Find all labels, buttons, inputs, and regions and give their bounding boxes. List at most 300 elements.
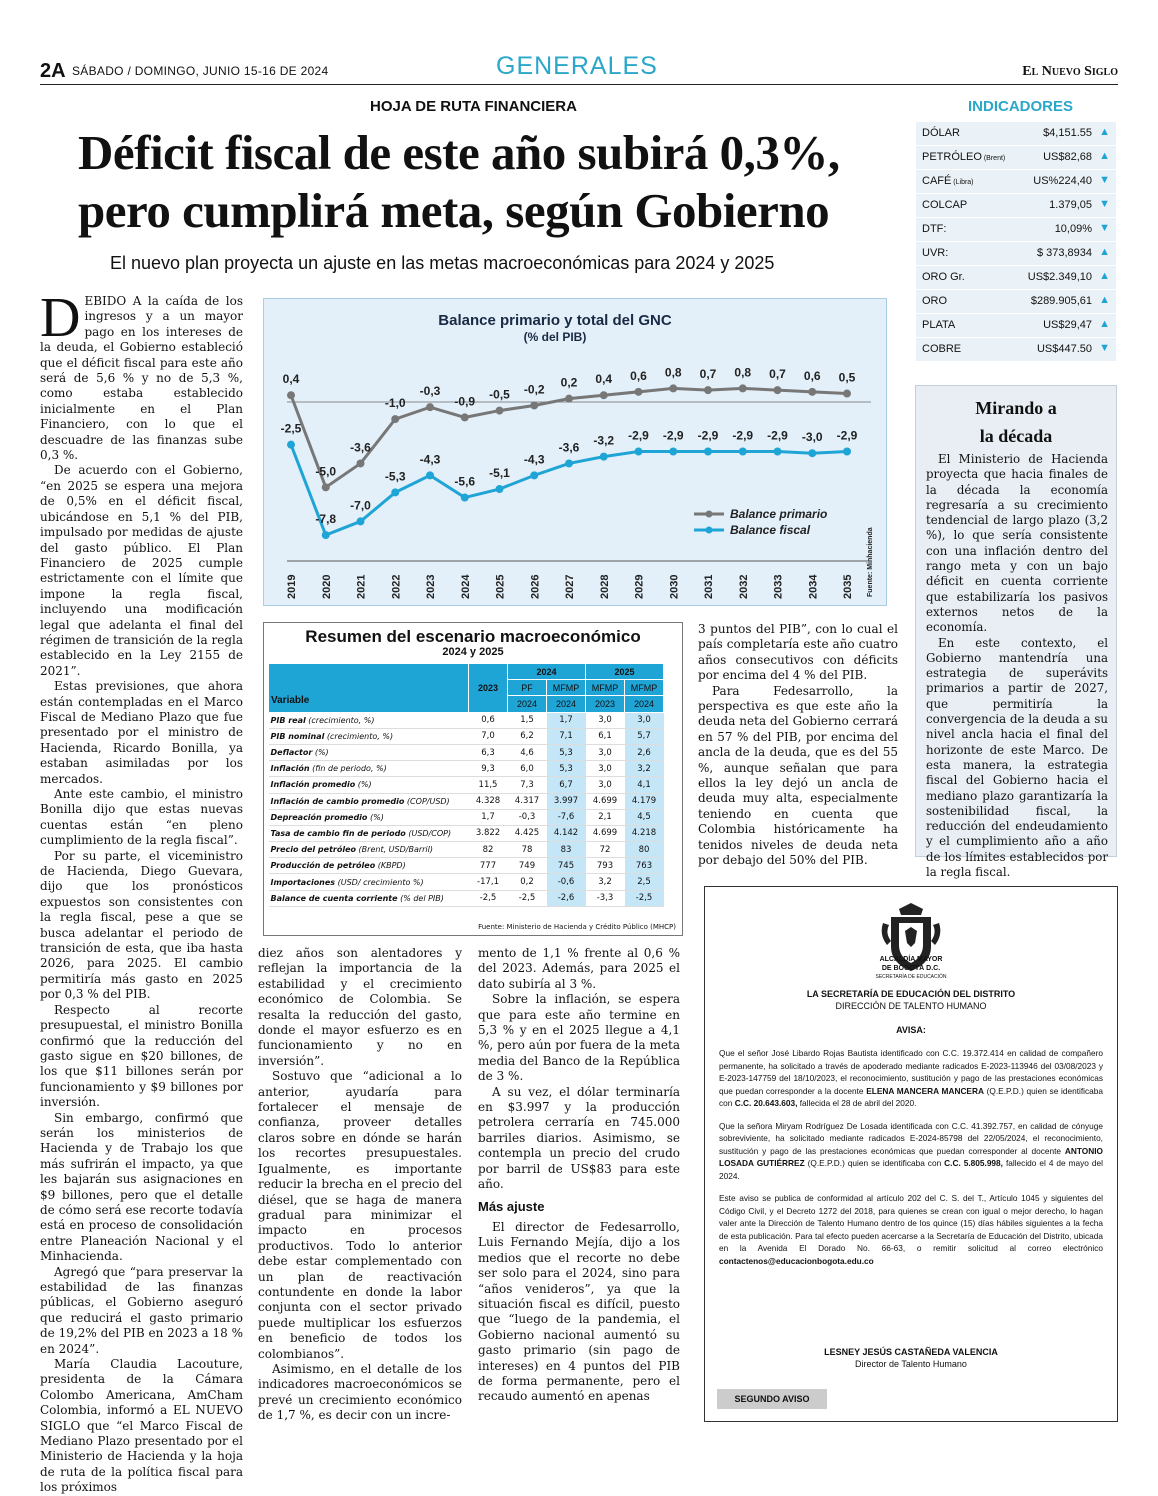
notice-paragraph-1 [719, 1047, 1103, 1110]
notice-text: (Q.E.P.D.) quien se identificaba con [719, 1085, 1103, 1108]
macro-value-cell: 4.317 [508, 793, 547, 809]
notice-body [719, 1047, 1103, 1277]
macro-variable-cell [269, 825, 469, 841]
data-point [322, 531, 330, 539]
data-point [843, 390, 851, 398]
macro-value-cell: 0,6 [469, 712, 508, 728]
macro-table [268, 663, 664, 907]
data-point [669, 384, 677, 392]
indicator-name: ORO Gr. [922, 271, 965, 283]
series-line-primario [291, 388, 847, 487]
macro-value-cell: 4,5 [625, 809, 664, 825]
arrow-down-icon: ▼ [1099, 198, 1110, 210]
decade-paragraph: En este contexto, el Gobierno mantendría una estrategia de superávits primarios a partir de 2027, que permitiría la convergencia de la deuda a su nivel ancla hacia el final del horizonte de este Marco. De esta manera, la estrategia fiscal del Gobierno hacia el mediano plazo garantizaría la sostenibilidad fiscal, la reducción del endeudamiento y el cumplimiento año a año de los límites establecidos por la regla fiscal. [926, 635, 1108, 880]
macro-value-cell: 4,1 [625, 777, 664, 793]
notice-dept: DIRECCIÓN DE TALENTO HUMANO [835, 1001, 987, 1011]
notice-email: contactenos@educacionbogota.edu.co [719, 1255, 874, 1266]
indicator-note: (Brent) [981, 155, 1006, 162]
macro-value-cell: 7,3 [508, 777, 547, 793]
x-tick-label: 2024 [459, 574, 472, 599]
macro-table-title: Resumen del escenario macroeconómico [305, 627, 641, 646]
data-label-primario: 0,6 [803, 368, 821, 383]
crest-line-1: ALCALDÍA MAYOR [879, 956, 943, 963]
notice-paragraph-2 [719, 1120, 1103, 1183]
macro-value-cell: 0,2 [508, 874, 547, 890]
data-label-primario: 0,8 [664, 365, 682, 380]
data-label-primario: 0,7 [769, 367, 786, 382]
macro-variable-cell [269, 890, 469, 906]
data-point [669, 448, 677, 456]
indicator-value: US%224,40 [1033, 175, 1092, 187]
macro-value-cell: 6,3 [469, 744, 508, 760]
macro-value-cell: 3.822 [469, 825, 508, 841]
macro-value-cell: -0,3 [508, 809, 547, 825]
article-paragraph: Estas previsiones, que ahora están contempladas en el Marco Fiscal de Mediano Plazo que fue presentado por el ministro de Hacienda, Ricardo Bonilla, ya estaban asimiladas por los mercados. [40, 679, 243, 786]
legal-notice [704, 886, 1118, 1422]
col-header-mfmp-3: MFMP [625, 680, 664, 696]
data-point [774, 448, 782, 456]
macro-variable-cell [269, 809, 469, 825]
arrow-down-icon: ▼ [1099, 174, 1110, 186]
data-point [496, 407, 504, 415]
indicator-value: 10,09% [1054, 223, 1092, 235]
macro-variable-unit: (KBPD) [375, 861, 406, 871]
chart-subtitle: (% del PIB) [523, 330, 587, 344]
notice-name: ANTONIO LOSADA GUTIÉRREZ [719, 1145, 1103, 1168]
data-point [808, 449, 816, 457]
data-point [287, 441, 295, 449]
indicator-value: US$82,68 [1043, 151, 1092, 163]
macro-value-cell: 1,7 [469, 809, 508, 825]
data-point [600, 453, 608, 461]
data-label-fiscal: -4,3 [419, 452, 441, 467]
article-kicker: HOJA DE RUTA FINANCIERA [370, 98, 577, 115]
decade-box [915, 385, 1117, 880]
macro-value-cell: 793 [586, 858, 625, 874]
data-label-primario: 0,5 [838, 370, 856, 385]
macro-value-cell: 3,0 [586, 744, 625, 760]
macro-value-cell: 72 [586, 842, 625, 858]
group-header-2024: 2024 [508, 664, 586, 680]
indicator-row [916, 242, 1116, 266]
dateline: SÁBADO / DOMINGO, JUNIO 15-16 DE 2024 [72, 64, 329, 78]
data-label-fiscal: -5,1 [489, 466, 510, 481]
indicator-name: ORO [922, 295, 948, 307]
article-paragraph: Respecto al recorte presupuestal, el ministro Bonilla confirmó que la reducción del gasto sigue en $20 billones, de los que $11 billones serán por funcionamiento y $9 billones por inversión. [40, 1002, 243, 1110]
chart-title: Balance primario y total del GNC [438, 312, 672, 329]
macro-value-cell: 11,5 [469, 777, 508, 793]
indicator-value: US$447.50 [1036, 343, 1092, 355]
data-label-fiscal: -2,5 [280, 421, 302, 436]
macro-value-cell: 4.699 [586, 793, 625, 809]
decade-title-line-2: la década [979, 426, 1053, 446]
data-label-primario: 0,7 [699, 367, 717, 382]
arrow-up-icon: ▲ [1099, 126, 1110, 138]
macro-value-cell: -2,5 [508, 890, 547, 906]
arrow-up-icon: ▲ [1099, 270, 1110, 282]
article-column-2 [258, 946, 462, 1424]
data-label-fiscal: -7,8 [315, 512, 337, 527]
indicator-name: DTF: [922, 223, 947, 235]
x-tick-label: 2026 [529, 574, 542, 599]
macro-value-cell: 749 [508, 858, 547, 874]
macro-value-cell: 4.179 [625, 793, 664, 809]
x-tick-label: 2027 [564, 574, 576, 599]
macro-value-cell: 4.425 [508, 825, 547, 841]
indicator-name: PETRÓLEO (Brent) [922, 151, 1006, 163]
macro-value-cell: 2,1 [586, 809, 625, 825]
macro-variable-cell [269, 728, 469, 744]
data-point [461, 413, 469, 421]
balance-chart-svg [264, 299, 886, 605]
article-paragraph: María Claudia Lacouture, presidenta de la Cámara Colombo Americana, AmCham Colombia, informó a EL NUEVO SIGLO que “el Marco Fiscal de Mediano Plazo presentado por el Ministerio de Hacienda y la hoja de ruta de la política fiscal para los próximos [40, 1357, 243, 1495]
notice-org: LA SECRETARÍA DE EDUCACIÓN DEL DISTRITO [806, 989, 1016, 999]
article-paragraph: Sostuvo que “adicional a lo anterior, ayudaría para fortalecer el mensaje de confianza, proveer detalles claros sobre en dónde se harán los recortes presupuestales. Igualmente, es importante reducir la brecha en el precio del diésel, que se haga de manera gradual para minimizar el impacto en procesos productivos. Todo lo anterior debe estar complementado con un plan de reactivación contundente en donde la labor conjunta con el sector privado puede multiplicar los esfuerzos en beneficio de todos los colombianos”. [258, 1069, 462, 1361]
macro-table-row [269, 858, 664, 874]
indicator-name: DÓLAR [922, 127, 960, 139]
macro-value-cell: 1,7 [547, 712, 586, 728]
notice-text: Que la señora Miryam Rodríguez De Losada identificada con C.C. 41.392.757, en calidad de cónyuge sobreviviente, ha solicitado mediante radicados E-2024-85798 del 22/05/2024, el reconocimiento, sustitución y pago de las prestaciones económicas que puedan corresponder al docente [719, 1120, 1103, 1156]
data-point [426, 403, 434, 411]
second-notice-badge: SEGUNDO AVISO [717, 1389, 827, 1409]
col-subheader-mfmp2-year: 2023 [586, 696, 625, 712]
data-point [635, 388, 643, 396]
macro-variable-name: Tasa de cambio fin de periodo [270, 828, 406, 838]
arrow-up-icon: ▲ [1099, 150, 1110, 162]
macro-value-cell: 777 [469, 858, 508, 874]
balance-chart [263, 298, 887, 606]
macro-table-row [269, 728, 664, 744]
macro-table-row [269, 842, 664, 858]
macro-value-cell: 4.218 [625, 825, 664, 841]
macro-value-cell: 1,5 [508, 712, 547, 728]
data-label-fiscal: -7,0 [350, 498, 371, 513]
data-label-fiscal: -2,9 [662, 428, 684, 443]
macro-variable-unit: (USD/ crecimiento %) [335, 877, 424, 887]
data-label-primario: 0,6 [630, 368, 647, 383]
decade-box-text [926, 452, 1108, 880]
x-tick-label: 2030 [668, 574, 681, 599]
macro-variable-unit: (%) [367, 812, 384, 822]
macro-value-cell: 3,2 [586, 874, 625, 890]
macro-variable-name: Inflación [270, 764, 310, 774]
notice-signer: LESNEY JESÚS CASTAÑEDA VALENCIA [824, 1347, 998, 1357]
x-tick-label: 2035 [842, 574, 854, 599]
notice-paragraph-3 [719, 1192, 1103, 1267]
col-subheader-mfmp3-year: 2024 [625, 696, 664, 712]
data-point [391, 488, 399, 496]
data-label-primario: -0,5 [489, 387, 510, 402]
col-subheader-pf-year: 2024 [508, 696, 547, 712]
macro-variable-cell [269, 874, 469, 890]
data-point [322, 483, 330, 491]
macro-variable-unit: (% del PIB) [397, 893, 444, 903]
data-label-fiscal: -2,9 [628, 428, 649, 443]
arrow-down-icon: ▼ [1099, 222, 1110, 234]
macro-table-row [269, 793, 664, 809]
data-label-fiscal: -2,9 [697, 428, 719, 443]
data-point [739, 448, 747, 456]
macro-value-cell: 3,0 [586, 777, 625, 793]
notice-id: C.C. 5.805.998, [944, 1158, 1003, 1168]
macro-variable-name: Producción de petróleo [270, 861, 376, 871]
data-point [357, 459, 365, 467]
macro-value-cell: 82 [469, 842, 508, 858]
macro-value-cell: 7,0 [469, 728, 508, 744]
data-label-fiscal: -3,6 [558, 440, 580, 455]
indicator-row [916, 146, 1116, 170]
data-point [704, 386, 712, 394]
article-paragraph: Asimismo, en el detalle de los indicadores macroeconómicos se prevé un crecimiento económico de 1,7 %, es decir con un incre- [258, 1361, 462, 1423]
macro-value-cell: 2,6 [625, 744, 664, 760]
macro-value-cell: 78 [508, 842, 547, 858]
article-paragraph: Ante este cambio, el ministro Bonilla dijo que estas nuevas cuentas están “en pleno cumplimiento de la regla fiscal”. [40, 787, 243, 848]
macro-value-cell: 80 [625, 842, 664, 858]
col-header-pf: PF [508, 680, 547, 696]
indicator-name: COBRE [922, 343, 962, 355]
x-tick-label: 2028 [598, 574, 611, 599]
macro-value-cell: -2,5 [625, 890, 664, 906]
data-label-primario: -3,6 [350, 440, 371, 455]
macro-variable-cell [269, 793, 469, 809]
indicator-value: $4,151.55 [1043, 127, 1092, 139]
macro-value-cell: 3.997 [547, 793, 586, 809]
data-label-fiscal: -2,9 [732, 428, 754, 443]
indicator-row [916, 170, 1116, 194]
col-header-mfmp: MFMP [547, 680, 586, 696]
col-header-mfmp-2: MFMP [586, 680, 625, 696]
macro-value-cell: -7,6 [547, 809, 586, 825]
macro-value-cell: 6,2 [508, 728, 547, 744]
data-label-fiscal: -3,2 [593, 433, 615, 448]
x-tick-label: 2022 [390, 574, 403, 599]
group-header-2025: 2025 [586, 664, 664, 680]
data-point [774, 386, 782, 394]
macro-value-cell: -17,1 [469, 874, 508, 890]
article-paragraph: Para Fedesarrollo, la perspectiva es que este año la deuda neta del Gobierno cerrará en 57 % del PIB, por encima del ancla de la deuda, que es del 55 %, aunque señalan que para ellos la ley dejó un ancla de deuda muy alta, especialmente teniendo en cuenta que Colombia históricamente ha tenidos niveles de deuda neta por debajo del 50% del PIB. [698, 683, 898, 868]
x-tick-label: 2025 [494, 574, 507, 599]
indicator-name: CAFÉ (Libra) [922, 175, 974, 187]
macro-table-row [269, 712, 664, 728]
indicator-value: US$29,47 [1043, 319, 1092, 331]
chart-source: Fuente: Minhacienda [867, 527, 874, 597]
macro-table-row [269, 874, 664, 890]
section-title: GENERALES [496, 52, 658, 80]
macro-variable-name: Balance de cuenta corriente [270, 893, 398, 903]
macro-variable-cell [269, 744, 469, 760]
legend-label: Balance fiscal [730, 523, 811, 537]
legend-marker [706, 527, 713, 534]
macro-value-cell: 745 [547, 858, 586, 874]
headline [78, 124, 878, 240]
macro-variable-unit: (fin de periodo, %) [309, 764, 387, 774]
notice-avisa: AVISA: [896, 1025, 926, 1035]
macro-value-cell: 6,0 [508, 761, 547, 777]
legend-marker [706, 511, 713, 518]
macro-table-row [269, 744, 664, 760]
notice-id: C.C. 20.643.603, [734, 1098, 798, 1108]
headline-line-2: pero cumplirá meta, según Gobierno [78, 183, 830, 238]
macro-variable-cell [269, 777, 469, 793]
indicator-name: COLCAP [922, 199, 968, 211]
data-point [808, 388, 816, 396]
data-label-fiscal: -2,9 [836, 428, 858, 443]
arrow-up-icon: ▲ [1099, 246, 1110, 258]
indicator-note: (Libra) [951, 179, 974, 186]
indicator-value: 1.379,05 [1049, 199, 1092, 211]
dropcap: D [40, 287, 81, 349]
data-point [704, 448, 712, 456]
data-point [565, 459, 573, 467]
data-label-primario: -0,9 [454, 394, 476, 409]
col-header-variable: Variable [269, 664, 469, 713]
article-column-1 [40, 287, 243, 1496]
data-point [635, 448, 643, 456]
macro-value-cell: 83 [547, 842, 586, 858]
page-number: 2A [40, 60, 66, 82]
headline-line-1: Déficit fiscal de este año subirá 0,3%, [78, 125, 840, 180]
article-paragraph: diez años son alentadores y reflejan la importancia de la estabilidad y el crecimiento económico de Colombia. Se resalta la reducción del gasto, donde el mayor esfuerzo es en funcionamiento y no en inversión”. [258, 946, 462, 1068]
article-paragraph: mento de 1,1 % frente al 0,6 % del 2023. Además, para 2025 el dato subiría al 3 %. [478, 946, 680, 991]
crest-line-2: DE BOGOTÁ D.C. [881, 965, 941, 972]
data-label-fiscal: -2,9 [767, 428, 788, 443]
data-point [496, 485, 504, 493]
data-label-fiscal: -4,3 [523, 452, 545, 467]
decade-box-title [916, 394, 1116, 450]
macro-value-cell: 3,0 [586, 761, 625, 777]
decade-paragraph: El Ministerio de Hacienda proyecta que hacia finales de la década la economía regresaría a su crecimiento tendencial de largo plazo (3,2 %), lo que sería consistente con una inflación dentro del rango meta y con un bajo déficit en cuenta corriente que estabilizaría los pasivos externos netos de la economía. [926, 452, 1108, 635]
macro-value-cell: 3,0 [586, 712, 625, 728]
arrow-up-icon: ▲ [1099, 318, 1110, 330]
x-tick-label: 2020 [320, 574, 333, 599]
article-paragraph: Agregó que “para preservar la estabilidad de las finanzas públicas, el Gobierno aseguró que reducirá el gasto primario de 19,2% del PIB en 2023 a 18 % en 2024”. [40, 1264, 243, 1356]
article-paragraph: 3 puntos del PIB”, con lo cual el país completaría este año cuatro años consecutivos con déficits por encima del 4 % del PIB. [698, 622, 898, 683]
col-subheader-mfmp-year: 2024 [547, 696, 586, 712]
x-tick-label: 2033 [772, 574, 785, 599]
data-point [600, 391, 608, 399]
macro-value-cell: 4.699 [586, 825, 625, 841]
data-label-primario: 0,2 [560, 375, 578, 390]
macro-variable-unit: (Brent, USD/Barril) [356, 845, 433, 855]
macro-variable-unit: (USD/COP) [405, 828, 452, 838]
data-point [357, 517, 365, 525]
macro-variable-name: PIB real [270, 715, 306, 725]
notice-text: (Q.E.P.D.) quien se identificaba con [807, 1158, 942, 1168]
macro-variable-cell [269, 858, 469, 874]
macro-table-row [269, 809, 664, 825]
indicator-name: PLATA [922, 319, 956, 331]
article-paragraph: Por su parte, el viceministro de Hacienda, Diego Guevara, dijo que los pronósticos expuestos son consistentes con la regla fiscal, pese a que se busca adelantar el periodo de transición de esta, que iba hasta 2026, para 2025. El cambio permitiría más gasto en 2025 por 0,3 % del PIB. [40, 848, 243, 1002]
macro-table-body [269, 712, 664, 906]
macro-variable-name: Deflactor [270, 748, 313, 758]
macro-value-cell: 7,1 [547, 728, 586, 744]
data-point [530, 401, 538, 409]
macro-value-cell: 3,0 [625, 712, 664, 728]
x-tick-label: 2032 [737, 574, 750, 599]
macro-table-row [269, 777, 664, 793]
x-tick-label: 2029 [633, 574, 646, 599]
data-label-primario: -1,0 [384, 396, 406, 411]
article-subhead: Más ajuste [478, 1198, 545, 1214]
macro-value-cell: 6,1 [586, 728, 625, 744]
macro-variable-unit: (crecimiento, %) [324, 731, 394, 741]
article-paragraph: Sobre la inflación, se espera que para este año termine en 5,3 % y en el 2025 llegue a 4,1 %, pero aún por fuera de la meta media del Banco de la República de 3 %. [478, 992, 680, 1084]
macro-value-cell: 2,5 [625, 874, 664, 890]
article-deck: El nuevo plan proyecta un ajuste en las metas macroeconómicas para 2024 y 2025 [110, 253, 775, 273]
crest-line-3: SECRETARÍA DE EDUCACIÓN [875, 974, 947, 980]
macro-table-row [269, 825, 664, 841]
macro-table-box [263, 622, 683, 936]
col-header-2023: 2023 [469, 664, 508, 713]
data-label-primario: 0,4 [282, 372, 300, 387]
indicator-row [916, 290, 1116, 314]
data-label-fiscal: -3,0 [801, 430, 823, 445]
indicators-title: INDICADORES [968, 98, 1074, 115]
masthead [40, 52, 1118, 85]
data-point [843, 448, 851, 456]
notice-name: ELENA MANCERA MANCERA [866, 1085, 984, 1096]
indicator-value: US$2.349,10 [1027, 271, 1092, 283]
notice-text: fallecido el 4 de mayo del 2024. [719, 1158, 1103, 1181]
series-line-fiscal [291, 445, 847, 535]
x-tick-label: 2034 [807, 574, 820, 599]
macro-variable-cell [269, 761, 469, 777]
data-label-primario: -0,3 [419, 384, 441, 399]
macro-variable-unit: (crecimiento, %) [305, 715, 375, 725]
macro-variable-unit: (%) [355, 780, 372, 790]
macro-table-source: Fuente: Ministerio de Hacienda y Crédito Público (MHCP) [478, 923, 676, 931]
indicators-table [916, 122, 1116, 362]
macro-table-row [269, 761, 664, 777]
x-tick-label: 2021 [355, 574, 368, 599]
data-label-fiscal: -5,3 [384, 469, 406, 484]
macro-value-cell: -3,3 [586, 890, 625, 906]
macro-variable-unit: (COP/USD) [404, 796, 450, 806]
macro-value-cell: 763 [625, 858, 664, 874]
article-column-4 [698, 622, 898, 869]
data-point [565, 395, 573, 403]
data-point [461, 494, 469, 502]
macro-variable-name: Precio del petróleo [270, 845, 357, 855]
macro-value-cell: -0,6 [547, 874, 586, 890]
macro-variable-name: Inflación de cambio promedio [270, 796, 405, 806]
article-paragraph: A su vez, el dólar terminaría en $3.997 y la producción petrolera cerraría en 745.000 barriles diarios. Asimismo, se contempla un precio del crudo por barril de US$83 para este año. [478, 1084, 680, 1192]
macro-value-cell: 9,3 [469, 761, 508, 777]
macro-value-cell: 5,7 [625, 728, 664, 744]
indicator-value: $ 373,8934 [1036, 247, 1092, 259]
data-point [391, 415, 399, 423]
legend-label: Balance primario [730, 507, 828, 521]
macro-value-cell: -2,5 [469, 890, 508, 906]
indicator-row [916, 314, 1116, 338]
macro-value-cell: 6,7 [547, 777, 586, 793]
indicator-row [916, 194, 1116, 218]
macro-value-cell: 3,2 [625, 761, 664, 777]
macro-value-cell: 4,6 [508, 744, 547, 760]
macro-variable-cell [269, 842, 469, 858]
macro-variable-name: PIB nominal [270, 731, 325, 741]
macro-variable-name: Inflación promedio [270, 780, 356, 790]
macro-value-cell: 5,3 [547, 761, 586, 777]
brand-name: El Nuevo Siglo [1022, 64, 1118, 79]
macro-variable-unit: (%) [312, 748, 329, 758]
data-label-primario: 0,8 [734, 365, 752, 380]
notice-signer-title: Director de Talento Humano [855, 1359, 967, 1369]
article-paragraph: Sin embargo, confirmó que serán los ministerios de Hacienda y de Trabajo los que más sufrirán el impacto, ya que les bajarán sus asignaciones en $9 billones, pero que el detalle de cómo será ese recorte todavía está en proceso de consolidación entre Planeación Nacional y el Minhacienda. [40, 1110, 243, 1264]
macro-variable-name: Importaciones [270, 877, 336, 887]
macro-value-cell: -2,6 [547, 890, 586, 906]
article-column-3 [478, 946, 680, 1405]
